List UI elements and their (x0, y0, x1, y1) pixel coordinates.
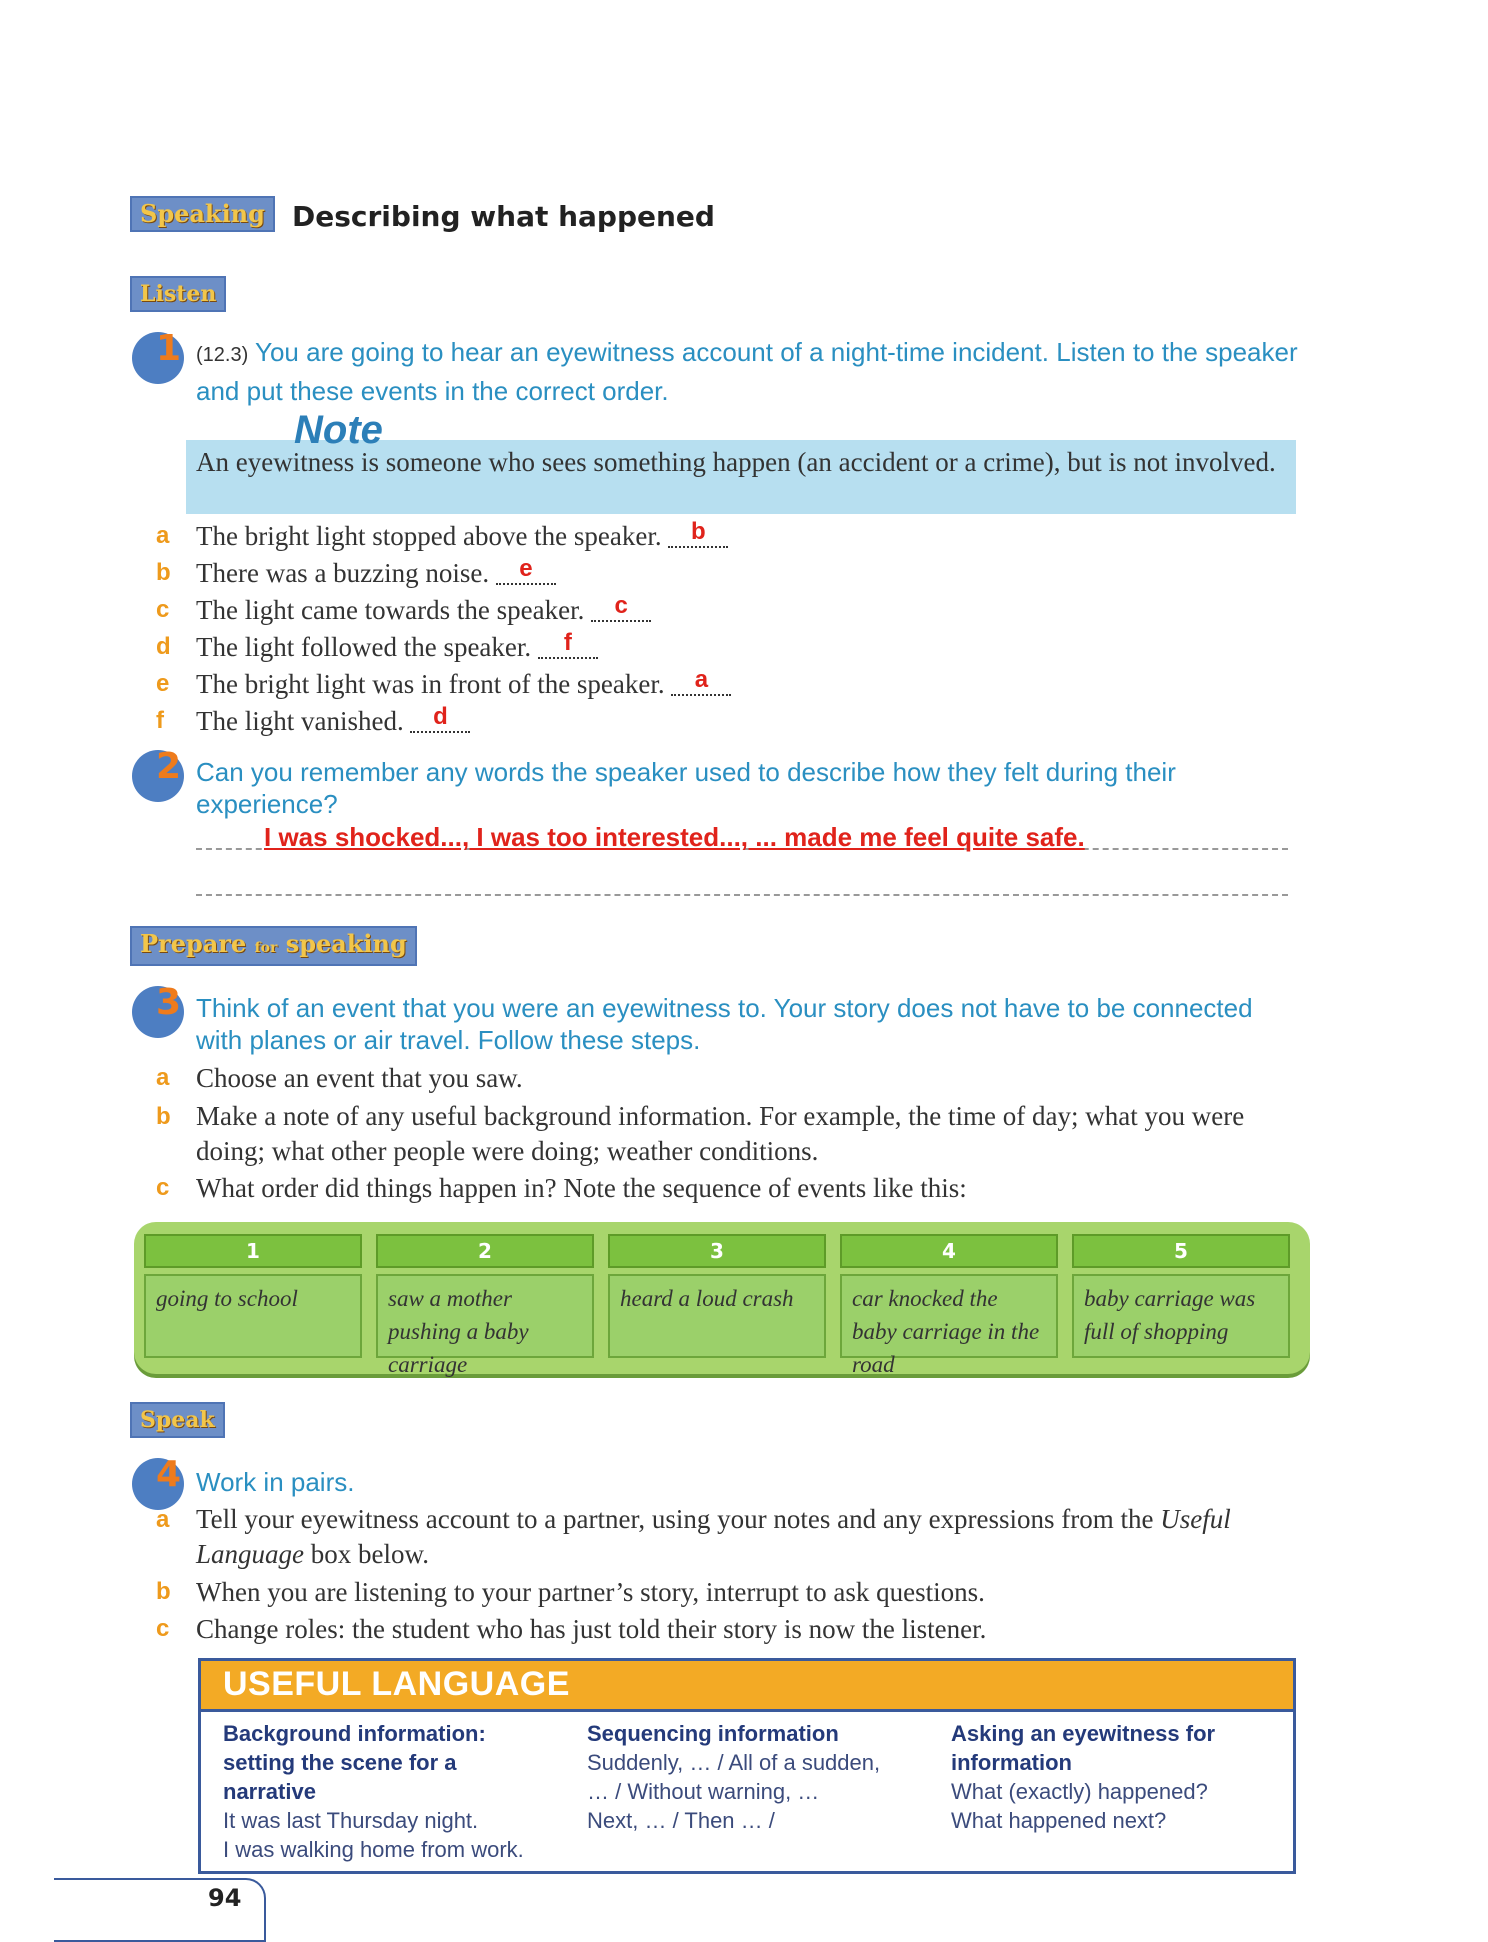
useful-column-background: Background information: setting the scene for a narrative It was last Thursday night. I was walking home from work. (223, 1721, 524, 1862)
exercise-1-number: 1 (132, 332, 182, 388)
list-item: d The light followed the speaker. f (196, 631, 598, 663)
page-title: Describing what happened (292, 200, 715, 233)
exercise-3-number: 3 (132, 986, 182, 1042)
listen-badge: Listen (130, 276, 226, 312)
prepare-badge: Prepare for speaking (130, 926, 417, 966)
useful-language-box (198, 1658, 1296, 1874)
answer-blank[interactable]: d (410, 705, 470, 733)
exercise-4-number: 4 (132, 1458, 182, 1514)
exercise-1-instruction: (12.3) You are going to hear an eyewitness account of a night-time incident. Listen to the speaker and put these events in the correct order. (196, 337, 1298, 406)
answer-blank[interactable]: a (671, 668, 731, 696)
speak-badge: Speak (130, 1402, 225, 1438)
answer-line-2[interactable] (196, 894, 1288, 896)
sequence-column: 3 heard a loud crash (608, 1234, 826, 1364)
list-item: c What order did things happen in? Note the sequence of events like this: (156, 1173, 967, 1203)
list-item: b There was a buzzing noise. e (196, 557, 556, 589)
useful-column-asking: Asking an eyewitness for information What (exactly) happened? What happened next? (951, 1721, 1216, 1833)
useful-language-header: USEFUL LANGUAGE (201, 1661, 1293, 1712)
sequence-column: 5 baby carriage was full of shopping (1072, 1234, 1290, 1364)
track-number: (12.3) (196, 344, 249, 366)
exercise-2-instruction: Can you remember any words the speaker used to describe how they felt during their experience? (196, 757, 1176, 819)
page-number: 94 (208, 1884, 242, 1912)
list-item: a The bright light stopped above the speaker. b (196, 520, 728, 552)
list-item: b When you are listening to your partner’s story, interrupt to ask questions. (156, 1577, 985, 1607)
list-item: a Tell your eyewitness account to a partner, using your notes and any expressions from the Useful Language box below. (156, 1504, 1231, 1569)
speaking-badge: Speaking (130, 196, 275, 232)
sequence-table (134, 1222, 1310, 1377)
exercise-4-instruction: Work in pairs. (196, 1467, 355, 1497)
list-item: c Change roles: the student who has just told their story is now the listener. (156, 1614, 987, 1644)
exercise-3-instruction: Think of an event that you were an eyewitness to. Your story does not have to be connected with planes or air travel. Follow these steps. (196, 993, 1253, 1055)
answer-blank[interactable]: c (591, 594, 651, 622)
answer-blank[interactable]: b (668, 520, 728, 548)
note-title: Note (294, 408, 383, 452)
answer-blank[interactable]: f (538, 631, 598, 659)
list-item: c The light came towards the speaker. c (196, 594, 651, 626)
list-item: e The bright light was in front of the speaker. a (196, 668, 731, 700)
exercise-2-answer: I was shocked..., I was too interested..., ... made me feel quite safe. (264, 822, 1085, 852)
exercise-2-number: 2 (132, 750, 182, 806)
list-item: b Make a note of any useful background information. For example, the time of day; what you were doing; what other people were doing; weather conditions. (156, 1101, 1245, 1166)
answer-blank[interactable]: e (496, 557, 556, 585)
list-item: a Choose an event that you saw. (156, 1063, 523, 1093)
sequence-column: 1 going to school (144, 1234, 362, 1364)
note-text: An eyewitness is someone who sees something happen (an accident or a crime), but is not involved. (196, 447, 1276, 477)
list-item: f The light vanished. d (196, 705, 470, 737)
useful-column-sequencing: Sequencing information Suddenly, … / All of a sudden, … / Without warning, … Next, … / Then … / (587, 1721, 881, 1833)
sequence-column: 4 car knocked the baby carriage in the road (840, 1234, 1058, 1364)
sequence-column: 2 saw a mother pushing a baby carriage (376, 1234, 594, 1364)
